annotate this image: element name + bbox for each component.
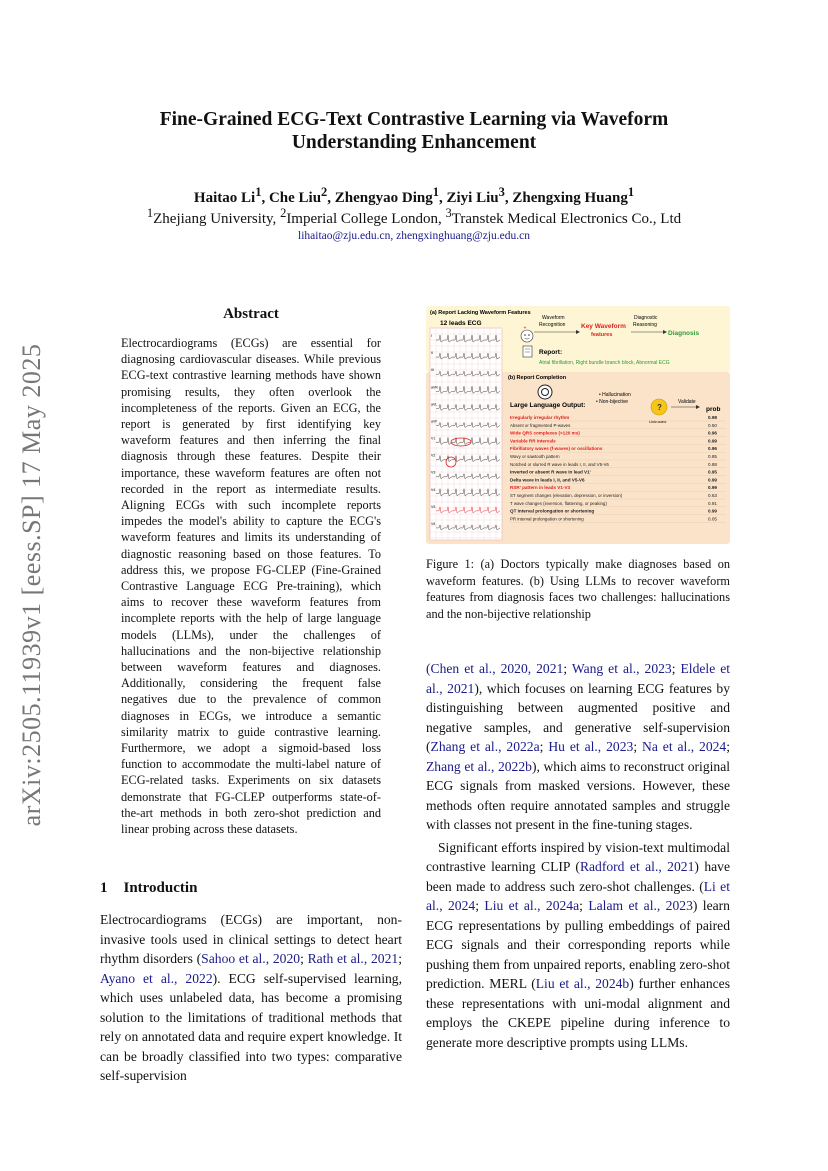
section-number: 1 <box>100 880 108 896</box>
lead-label: I <box>431 334 432 338</box>
feature-text: Variable RR intervals <box>510 438 556 444</box>
body-text: ) have been made to address such zero-shot challenges. ( <box>426 859 730 894</box>
affiliation-name: Transtek Medical Electronics Co., Ltd <box>451 211 682 227</box>
feature-prob: 0.96 <box>708 446 717 452</box>
author-affil-mark: 2 <box>321 185 328 199</box>
challenge-nonbijective: • Non-bijective <box>596 399 629 405</box>
feature-prob: 0.50 <box>708 422 717 428</box>
body-text: ; <box>398 951 402 966</box>
ecg-label: 12 leads ECG <box>440 320 482 327</box>
citation-link[interactable]: Wang et al., 2023 <box>571 661 672 676</box>
citation-link[interactable]: Rath et al., 2021 <box>307 951 399 966</box>
feature-prob: 0.99 <box>708 438 717 444</box>
section-heading <box>100 880 197 897</box>
lead-label: V3 <box>431 470 436 475</box>
abstract-heading: Abstract <box>223 306 279 322</box>
body-text: Significant efforts inspired by vision-text multimodal contrastive learning CLIP ( <box>426 839 730 874</box>
waveform-recognition-1: Waveform <box>542 315 565 321</box>
body-text: ) further enhances these representations with uni-modal alignment and employs the CKEPE pipeline during inference to generate more descriptive prompts using LLMs. <box>426 976 730 1050</box>
intro-right-column <box>426 659 730 1052</box>
key-features-1: Key Waveform <box>581 323 626 330</box>
lead-label: V1 <box>431 436 436 441</box>
citation-link[interactable]: Zhang et al., 2022a <box>430 739 540 754</box>
lead-label: V5 <box>431 504 436 509</box>
author-affil-mark: 1 <box>255 185 262 199</box>
prob-header: prob <box>706 406 721 413</box>
feature-text: QT interval prolongation or shortening <box>510 508 595 514</box>
citation-link[interactable]: Na et al., 2024 <box>642 739 727 754</box>
feature-text: Absent or fragmented P-waves <box>510 422 571 428</box>
section-title: Introductin <box>123 880 198 896</box>
body-text: ; <box>726 739 730 754</box>
citation-link[interactable]: Sahoo et al., 2020 <box>201 951 301 966</box>
author-name: Zhengxing Huang <box>512 190 628 206</box>
panel-a-title: (a) Report Lacking Waveform Features <box>430 310 531 316</box>
author-name: Haitao Li <box>193 190 256 206</box>
body-text: ; <box>633 739 643 754</box>
untrusted-label: Untrusted <box>649 419 667 424</box>
body-text: ; <box>671 661 681 676</box>
feature-text: Inverted or absent R wave in lead V1' <box>510 469 591 475</box>
feature-text: RSR' pattern in leads V1-V3 <box>510 485 571 491</box>
affiliation-name: Zhejiang University, <box>153 211 281 227</box>
author-name: Che Liu <box>268 190 322 206</box>
body-text: ; <box>300 951 308 966</box>
lead-label: V2 <box>431 453 436 458</box>
citation-link[interactable]: ( <box>426 661 431 676</box>
key-features-2: features <box>591 332 613 338</box>
feature-prob: 0.91 <box>708 500 717 506</box>
feature-text: Notched or slurred R wave in leads I, II, and V5-V6 <box>510 461 609 467</box>
report-label: Report: <box>539 349 563 356</box>
feature-text: ST segment changes (elevation, depression, or inversion) <box>510 493 623 498</box>
figure-1-caption: Figure 1: (a) Doctors typically make diagnoses based on waveform features. (b) Using LLMs to recover waveform features from diagnosis faces two challenges: hallucinations and the non-bijective relationship <box>426 557 730 621</box>
body-text: ; <box>563 661 572 676</box>
lead-label: aVF <box>431 419 438 424</box>
lead-label: V4 <box>431 487 436 492</box>
llm-icon <box>538 385 552 399</box>
intro-paragraph-1 <box>426 659 730 835</box>
author-affil-mark: 1 <box>627 185 635 199</box>
report-text: Atrial fibrillation, Right bundle branch block, Abnormal ECG <box>539 360 670 366</box>
figure-1 <box>426 306 730 544</box>
citation-link[interactable]: Chen et al., 2020, 2021 <box>430 661 564 676</box>
svg-text:+: + <box>523 325 527 332</box>
feature-prob: 0.85 <box>708 454 717 459</box>
body-text: ), which focuses on learning ECG features by distinguishing between augmented positive and negative samples, and generative self-supervision ( <box>426 680 730 754</box>
report-icon <box>523 346 532 357</box>
author-list: Haitao Li$^1$, Che Liu$^2$, Zhengyao Ding$^1$, Ziyi Liu$^3$, Zhengxing Huang$^1$ <box>193 185 635 206</box>
body-text: ; <box>539 739 549 754</box>
affil-mark: 2 <box>280 206 287 220</box>
feature-text: Fibrillatory waves (f-waves) or oscillations <box>510 446 603 452</box>
author-affil-mark: 3 <box>498 185 505 199</box>
affil-mark: 3 <box>445 206 452 220</box>
arxiv-stamp <box>12 330 52 840</box>
citation-link[interactable]: Li et al., 2024 <box>426 878 730 913</box>
waveform-recognition-2: Recognition <box>539 322 566 328</box>
feature-prob: 0.96 <box>708 430 717 436</box>
citation-link[interactable]: Zhang et al., 2022b <box>426 758 532 774</box>
body-text: ), which aims to reconstruct original ECG signals from masked versions. However, these methods often require annotated samples and struggle with classes not present in the fine-tuning stages. <box>426 758 730 832</box>
citation-link[interactable]: Lalam et al., 2023 <box>588 898 693 913</box>
author-name: Ziyi Liu <box>446 190 499 206</box>
feature-text: Irregularly irregular rhythm <box>510 415 570 420</box>
validate-label: Validate <box>678 399 696 405</box>
citation-link[interactable]: Liu et al., 2024a <box>484 898 580 913</box>
lead-label: aVL <box>431 402 438 407</box>
figure-1-svg <box>426 306 730 544</box>
feature-prob: 0.99 <box>708 508 717 514</box>
feature-text: Wide QRS complexes (>120 ms) <box>510 430 580 436</box>
feature-prob: 0.95 <box>708 469 717 475</box>
diagnosis-label: Diagnosis <box>668 330 700 337</box>
lead-label: III <box>431 368 434 373</box>
feature-text: Wavy or sawtooth pattern <box>510 454 560 459</box>
body-text: ; <box>579 898 589 913</box>
author-affil-mark: 1 <box>432 185 439 199</box>
affiliations <box>100 206 728 228</box>
citation-link[interactable]: Ayano et al., 2022 <box>100 970 213 986</box>
diagnostic-reasoning-1: Diagnostic <box>634 315 658 321</box>
challenge-hallucination: • Hallucination <box>599 392 631 398</box>
lead-label: II <box>431 351 433 356</box>
abstract-body: Electrocardiograms (ECGs) are essential for diagnosing cardiovascular diseases. While previous ECG-text contrastive learning methods have shown promising results, they often overlook the incompleteness of the reports. Given an ECG, the report is generated by first identifying key waveform features and then inferring the final diagnosis through these features. Despite their importance, these waveform features are often not recorded in the report as intermediate results. Aligning ECGs with such incomplete reports impedes the model's ability to capture the ECG's waveform features and limits its understanding of diagnostic reasoning based on those features. To address this, we propose FG-CLEP (Fine-Grained Contrastive Language ECG Pre-training), which aims to recover these waveform features from incomplete reports with the help of large language models (LLMs), under the challenges of hallucinations and the non-bijective relationship between waveform features and diagnoses. Additionally, considering the frequent false negatives due to the prevalence of common diagnoses in ECGs, we introduce a semantic similarity matrix to guide contrastive learning. Furthermore, we adopt a sigmoid-based loss function to accommodate the multi-label nature of ECG-related tasks. Experiments on six datasets demonstrate that FG-CLEP outperforms state-of-the-art methods in both zero-shot prediction and linear probing across these datasets. <box>121 336 381 837</box>
feature-text: Delta wave in leads I, II, and V5-V6 <box>510 477 585 483</box>
citation-link[interactable]: Hu et al., 2023 <box>548 739 634 754</box>
citation-link[interactable]: Radford et al., 2021 <box>579 859 695 874</box>
panel-b-title: (b) Report Completion <box>508 375 567 381</box>
llm-output-label: Large Language Output: <box>510 402 586 409</box>
feature-prob: 0.99 <box>708 477 717 483</box>
citation-link[interactable]: Liu et al., 2024b <box>535 976 630 991</box>
feature-prob: 0.05 <box>708 516 717 522</box>
lead-label: aVR <box>431 385 438 390</box>
affiliation-name: Imperial College London, <box>286 211 446 227</box>
body-text: ) learn ECG representations by pulling embeddings of paired ECG signals and their corresponding reports while pushing them from unpaired reports, enabling zero-shot prediction. MERL ( <box>426 898 730 991</box>
ecg-grid <box>430 328 502 540</box>
untrusted-icon <box>651 399 667 415</box>
citation-link[interactable]: Eldele et al., 2021 <box>426 661 731 696</box>
feature-prob: 0.99 <box>708 485 717 491</box>
feature-text: T wave changes (inversion, flattening, or peaking) <box>510 500 607 506</box>
feature-prob: 0.63 <box>708 493 717 498</box>
diagnostic-reasoning-2: Reasoning <box>633 322 657 328</box>
paper-title: Fine-Grained ECG-Text Contrastive Learning via Waveform Understanding Enhancement <box>159 109 669 153</box>
feature-prob: 0.98 <box>708 415 717 420</box>
body-text: Electrocardiograms (ECGs) are important, non-invasive tools used in clinical settings to detect heart rhythm disorders ( <box>100 912 402 966</box>
arxiv-id: arXiv:2505.11939v1 [eess.SP] 17 May 2025 <box>17 343 46 827</box>
author-name: Zhengyao Ding <box>334 190 433 206</box>
lead-label: V6 <box>431 521 436 526</box>
feature-prob: 0.88 <box>708 461 717 467</box>
intro-paragraph-2 <box>426 838 730 1053</box>
body-text: ; <box>475 898 485 913</box>
affil-mark: 1 <box>146 206 154 220</box>
feature-text: PR interval prolongation or shortening <box>510 516 584 522</box>
body-text: ). ECG self-supervised learning, which uses unlabeled data, has become a promising solution to the limitations of traditional methods that rely on annotated data and require expert knowledge. It can be broadly classified into two types: comparative self-supervision <box>100 970 402 1083</box>
svg-text:?: ? <box>657 403 662 412</box>
intro-left-column <box>100 910 402 1086</box>
author-emails[interactable]: lihaitao@zju.edu.cn, zhengxinghuang@zju.edu.cn <box>298 230 530 242</box>
